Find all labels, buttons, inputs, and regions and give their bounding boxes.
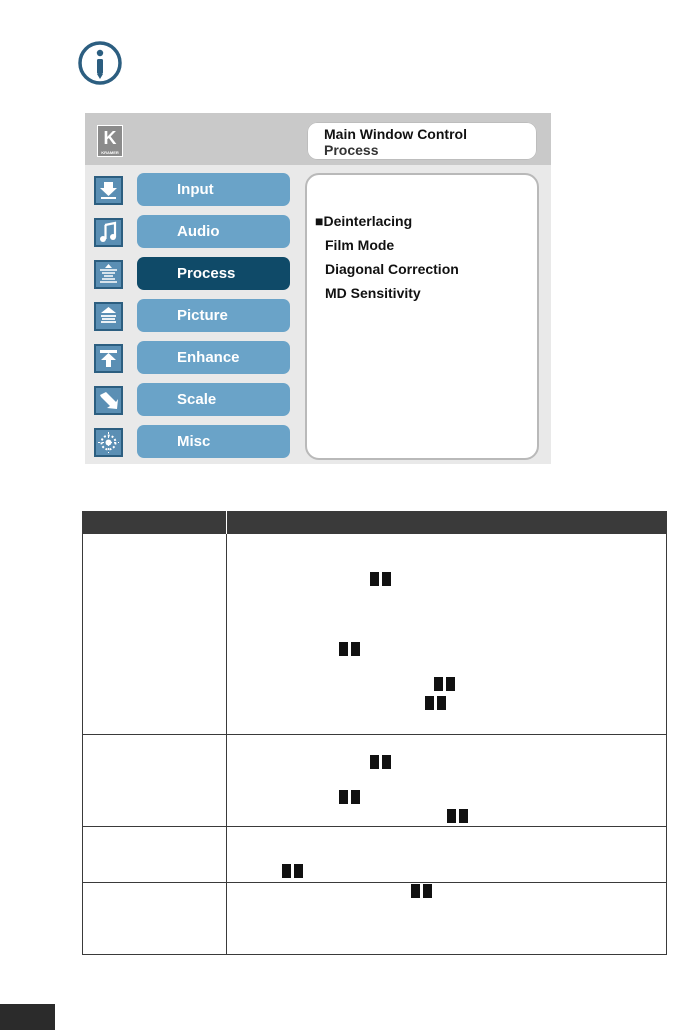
osd-title-box <box>307 122 537 160</box>
logo-letter: K <box>103 128 117 148</box>
osd-title: Main Window Control <box>324 126 467 142</box>
button-pair-icon <box>434 677 456 691</box>
option-diagonal-correction[interactable]: Diagonal Correction <box>325 261 459 277</box>
button-pair-icon <box>282 864 304 878</box>
input-icon[interactable] <box>94 176 123 205</box>
row-divider <box>82 734 667 735</box>
option-md-sensitivity[interactable]: MD Sensitivity <box>325 285 421 301</box>
audio-note-icon[interactable] <box>94 218 123 247</box>
menu-button-misc[interactable]: Misc <box>137 425 290 458</box>
table-header <box>82 511 667 534</box>
misc-icon[interactable] <box>94 428 123 457</box>
menu-button-input[interactable]: Input <box>137 173 290 206</box>
menu-button-audio[interactable]: Audio <box>137 215 290 248</box>
button-pair-icon <box>370 755 392 769</box>
osd-menu-panel <box>85 113 551 464</box>
option-deinterlacing[interactable] <box>315 213 412 229</box>
button-pair-icon <box>370 572 392 586</box>
row-divider <box>82 826 667 827</box>
menu-button-enhance[interactable]: Enhance <box>137 341 290 374</box>
button-pair-icon <box>411 884 433 898</box>
enhance-icon[interactable] <box>94 344 123 373</box>
table-border-left <box>82 534 83 955</box>
column-divider <box>226 534 227 955</box>
option-film-mode[interactable]: Film Mode <box>325 237 395 253</box>
row-divider <box>82 954 667 955</box>
option-label: Deinterlacing <box>323 213 413 229</box>
logo-subtext: KRAMER <box>101 150 119 155</box>
page-footer-tab <box>0 1004 55 1030</box>
header-divider <box>226 511 227 534</box>
row-divider <box>82 882 667 883</box>
menu-button-picture[interactable]: Picture <box>137 299 290 332</box>
menu-button-scale[interactable]: Scale <box>137 383 290 416</box>
menu-button-process[interactable]: Process <box>137 257 290 290</box>
osd-header <box>85 113 551 165</box>
kramer-logo <box>97 125 123 157</box>
process-icon[interactable] <box>94 260 123 289</box>
settings-table <box>82 511 667 955</box>
process-options-box <box>305 173 539 460</box>
selected-marker: ■ <box>315 213 324 229</box>
table-border-right <box>666 534 667 955</box>
picture-icon[interactable] <box>94 302 123 331</box>
button-pair-icon <box>339 642 361 656</box>
scale-icon[interactable] <box>94 386 123 415</box>
info-icon <box>77 40 123 86</box>
osd-subtitle: Process <box>324 142 379 158</box>
button-pair-icon <box>339 790 361 804</box>
button-pair-icon <box>425 696 447 710</box>
button-pair-icon <box>447 809 469 823</box>
